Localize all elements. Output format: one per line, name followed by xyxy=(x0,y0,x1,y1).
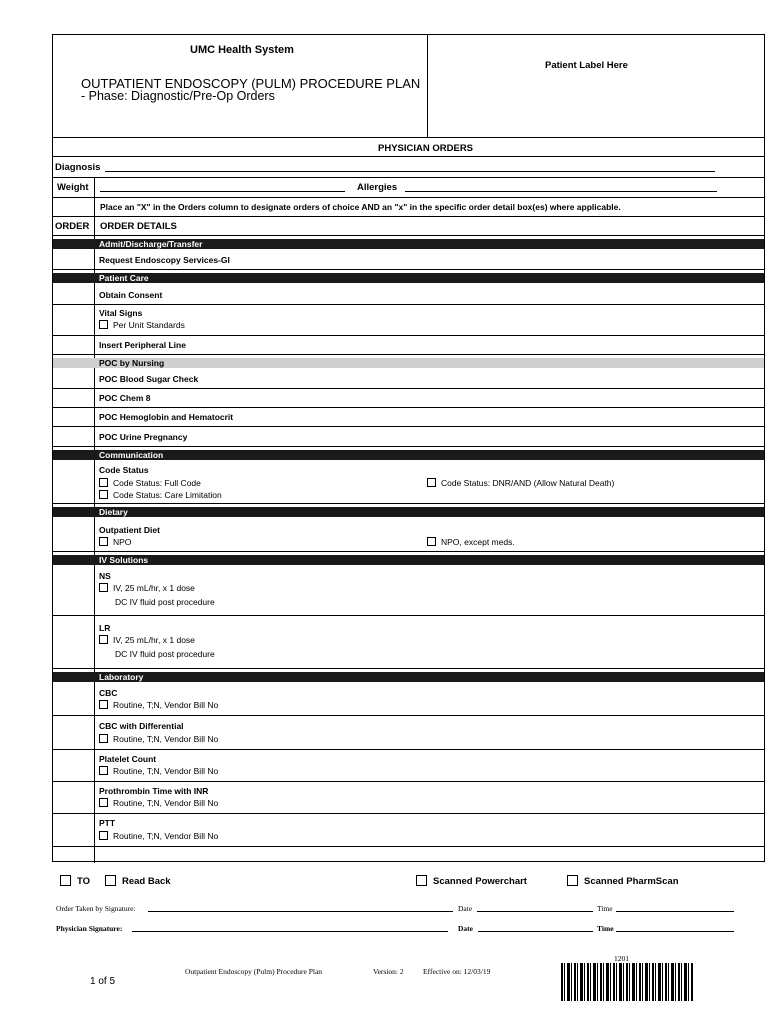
doc-name: Outpatient Endoscopy (Pulm) Procedure Plan xyxy=(185,967,323,976)
lr-detail: IV, 25 mL/hr, x 1 dose xyxy=(113,635,195,645)
order-taken-date-field[interactable] xyxy=(477,911,593,912)
platelet-routine: Routine, T;N, Vendor Bill No xyxy=(113,766,219,776)
physician-time-field[interactable] xyxy=(616,931,734,932)
npo-checkbox[interactable] xyxy=(99,537,108,546)
divider xyxy=(52,813,765,814)
patient-label: Patient Label Here xyxy=(545,60,628,71)
code-full-label: Code Status: Full Code xyxy=(113,478,201,488)
physician-date-label: Date xyxy=(458,924,473,933)
band-spacer xyxy=(53,450,94,460)
to-checkbox[interactable] xyxy=(60,875,71,886)
item-poc-blood-sugar: POC Blood Sugar Check xyxy=(99,374,199,384)
header-divider xyxy=(427,34,428,137)
physician-signature-label: Physician Signature: xyxy=(56,924,123,933)
code-dnr-checkbox[interactable] xyxy=(427,478,436,487)
scanned-powerchart-label: Scanned Powerchart xyxy=(433,876,527,887)
order-column-header: ORDER xyxy=(55,221,90,232)
barcode-number: 1201 xyxy=(614,954,629,963)
divider xyxy=(52,426,765,427)
lr-checkbox[interactable] xyxy=(99,635,108,644)
diagnosis-label: Diagnosis xyxy=(55,162,101,173)
band-spacer xyxy=(53,555,94,565)
divider xyxy=(52,715,765,716)
divider xyxy=(52,551,765,552)
order-taken-time-field[interactable] xyxy=(616,911,734,912)
section-lab: Laboratory xyxy=(94,672,764,682)
divider xyxy=(52,216,765,217)
divider xyxy=(52,615,765,616)
org-name: UMC Health System xyxy=(190,44,294,56)
section-dietary: Dietary xyxy=(94,507,764,517)
band-spacer xyxy=(53,672,94,682)
order-taken-signature-field[interactable] xyxy=(148,911,453,912)
item-insert-line: Insert Peripheral Line xyxy=(99,340,186,350)
divider xyxy=(52,354,765,355)
weight-field[interactable] xyxy=(100,191,345,192)
band-spacer xyxy=(53,273,94,283)
divider xyxy=(52,407,765,408)
item-vital-signs: Vital Signs xyxy=(99,308,143,318)
lr-note: DC IV fluid post procedure xyxy=(115,649,215,659)
cbc-routine: Routine, T;N, Vendor Bill No xyxy=(113,700,219,710)
doc-version: Version: 2 xyxy=(373,967,404,976)
band-spacer xyxy=(53,239,94,249)
divider xyxy=(52,137,765,138)
item-platelet: Platelet Count xyxy=(99,754,157,764)
divider xyxy=(52,156,765,157)
physician-time-label: Time xyxy=(597,924,614,933)
band-spacer xyxy=(53,358,94,368)
section-iv: IV Solutions xyxy=(94,555,764,565)
npo-label: NPO xyxy=(113,537,132,547)
physician-date-field[interactable] xyxy=(478,931,593,932)
divider xyxy=(52,235,765,236)
section-poc: POC by Nursing xyxy=(94,358,764,368)
code-care-label: Code Status: Care Limitation xyxy=(113,490,222,500)
item-pt-inr: Prothrombin Time with INR xyxy=(99,786,209,796)
plan-phase: - Phase: Diagnostic/Pre-Op Orders xyxy=(81,89,275,103)
allergies-field[interactable] xyxy=(405,191,717,192)
divider xyxy=(52,781,765,782)
code-care-checkbox[interactable] xyxy=(99,490,108,499)
order-details-header: ORDER DETAILS xyxy=(100,221,177,232)
barcode-image xyxy=(561,963,693,1001)
divider xyxy=(52,304,765,305)
item-poc-hgb: POC Hemoglobin and Hematocrit xyxy=(99,412,234,422)
section-admit: Admit/Discharge/Transfer xyxy=(94,239,764,249)
plan-title: OUTPATIENT ENDOSCOPY (PULM) PROCEDURE PLAN xyxy=(81,76,421,91)
doc-effective: Effective on: 12/03/19 xyxy=(423,967,491,976)
scanned-pharmscan-label: Scanned PharmScan xyxy=(584,876,679,887)
order-taken-label: Order Taken by Signature: xyxy=(56,904,136,913)
to-label: TO xyxy=(77,876,91,887)
physician-orders-heading: PHYSICIAN ORDERS xyxy=(378,143,474,154)
item-poc-urine: POC Urine Pregnancy xyxy=(99,432,188,442)
divider xyxy=(52,668,765,669)
band-spacer xyxy=(53,507,94,517)
platelet-checkbox[interactable] xyxy=(99,766,108,775)
section-patient-care: Patient Care xyxy=(94,273,764,283)
allergies-label: Allergies xyxy=(357,182,398,193)
cbc-diff-routine: Routine, T;N, Vendor Bill No xyxy=(113,734,219,744)
item-outpatient-diet: Outpatient Diet xyxy=(99,525,160,535)
item-obtain-consent: Obtain Consent xyxy=(99,290,163,300)
item-ptt: PTT xyxy=(99,818,116,828)
pt-inr-checkbox[interactable] xyxy=(99,798,108,807)
item-cbc-diff: CBC with Differential xyxy=(99,721,184,731)
item-code-status: Code Status xyxy=(99,465,149,475)
divider xyxy=(52,269,765,270)
cbc-checkbox[interactable] xyxy=(99,700,108,709)
diagnosis-field[interactable] xyxy=(105,171,715,172)
divider xyxy=(52,446,765,447)
section-communication: Communication xyxy=(94,450,764,460)
ns-detail: IV, 25 mL/hr, x 1 dose xyxy=(113,583,195,593)
ptt-checkbox[interactable] xyxy=(99,831,108,840)
page-number: 1 of 5 xyxy=(90,976,116,987)
order-taken-time-label: Time xyxy=(597,904,613,913)
cbc-diff-checkbox[interactable] xyxy=(99,734,108,743)
read-back-checkbox[interactable] xyxy=(105,875,116,886)
item-poc-chem8: POC Chem 8 xyxy=(99,393,151,403)
code-full-checkbox[interactable] xyxy=(99,478,108,487)
code-dnr-label: Code Status: DNR/AND (Allow Natural Death) xyxy=(441,478,615,488)
ptt-routine: Routine, T;N, Vendor Bill No xyxy=(113,831,219,841)
item-request-endoscopy: Request Endoscopy Services-GI xyxy=(99,255,230,265)
npo-except-checkbox[interactable] xyxy=(427,537,436,546)
divider xyxy=(52,388,765,389)
item-cbc: CBC xyxy=(99,688,118,698)
weight-label: Weight xyxy=(57,182,89,193)
instructions: Place an "X" in the Orders column to designate orders of choice AND an "x" in the specific order detail box(es) where applicable. xyxy=(100,202,621,212)
vital-per-unit-label: Per Unit Standards xyxy=(113,320,185,330)
item-lr: LR xyxy=(99,623,111,633)
divider xyxy=(52,197,765,198)
divider xyxy=(52,335,765,336)
ns-checkbox[interactable] xyxy=(99,583,108,592)
divider xyxy=(52,846,765,847)
divider xyxy=(52,503,765,504)
scanned-powerchart-checkbox[interactable] xyxy=(416,875,427,886)
pt-inr-routine: Routine, T;N, Vendor Bill No xyxy=(113,798,219,808)
scanned-pharmscan-checkbox[interactable] xyxy=(567,875,578,886)
item-ns: NS xyxy=(99,571,111,581)
read-back-label: Read Back xyxy=(122,876,171,887)
ns-note: DC IV fluid post procedure xyxy=(115,597,215,607)
divider xyxy=(52,749,765,750)
divider xyxy=(52,177,765,178)
vital-per-unit-checkbox[interactable] xyxy=(99,320,108,329)
npo-except-label: NPO, except meds. xyxy=(441,537,515,547)
physician-signature-field[interactable] xyxy=(132,931,448,932)
order-taken-date-label: Date xyxy=(458,904,473,913)
